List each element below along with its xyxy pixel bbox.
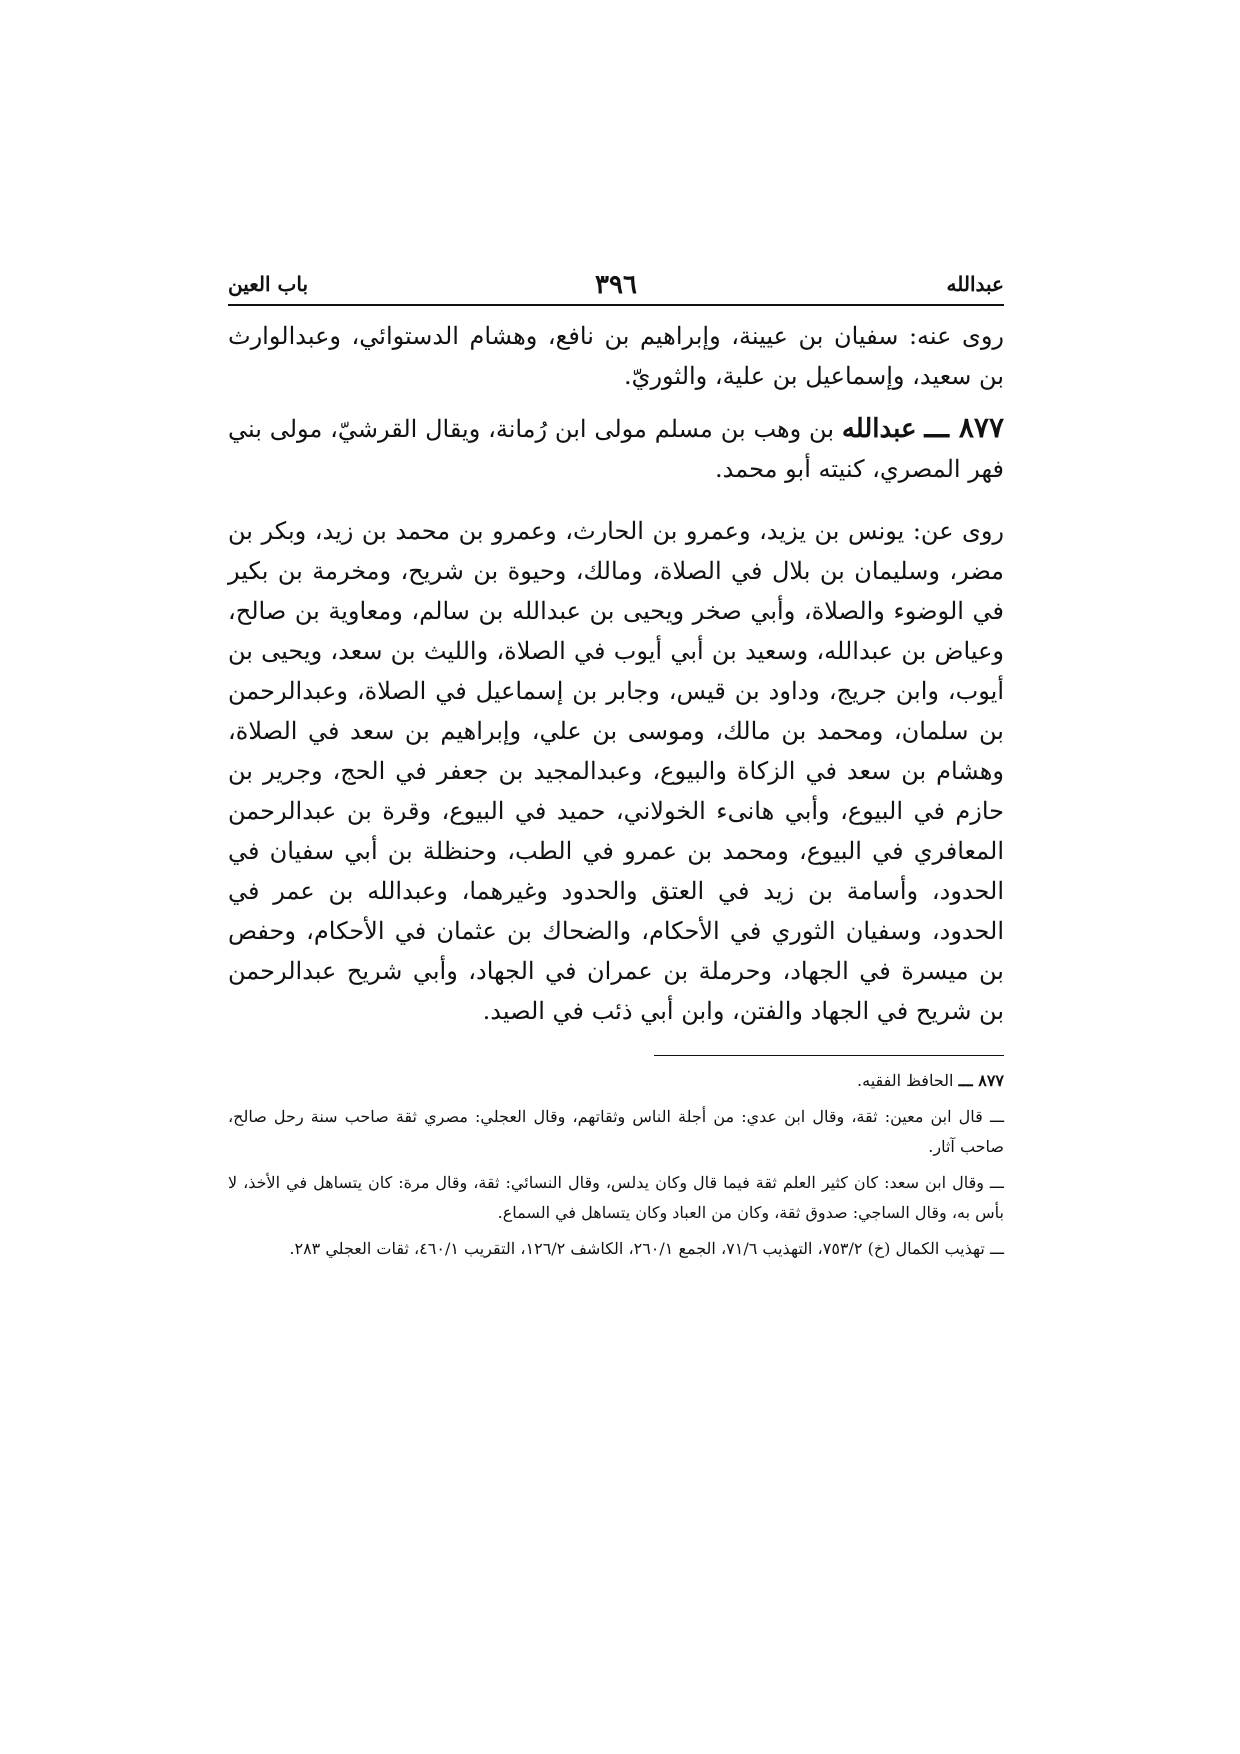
entry-number: ٨٧٧ ـــ <box>924 411 1004 444</box>
previous-entry-narrators: روى عنه: سفيان بن عيينة، وإبراهيم بن نافع، وهشام الدستوائي، وعبدالوارث بن سعيد، وإسماعيل بن علية، والثوريّ. <box>228 322 1004 390</box>
footnote-item: ـــ قال ابن معين: ثقة، وقال ابن عدي: من أجلة الناس وثقاتهم، وقال العجلي: مصري ثقة صاحب سنة رحل صالح، صاحب آثار. <box>228 1107 1005 1156</box>
entry-text: بن وهب بن مسلم مولى ابن رُمانة، ويقال القرشيّ، مولى بني فهر المصري، كنيته أبو محمد. <box>228 415 1004 483</box>
footnote-item: ـــ وقال ابن سعد: كان كثير العلم ثقة فيما قال وكان يدلس، وقال النسائي: ثقة، وقال مرة: كان يتساهل في الأخذ، لا بأس به، وقال الساجي: صدوق ثقة، وكان من العباد وكان يتساهل في السماع. <box>228 1173 1004 1222</box>
header-chapter: باب العين <box>228 272 309 296</box>
page-number: ٣٩٦ <box>595 270 637 300</box>
footnote-ref: ٨٧٧ ـــ <box>958 1071 1004 1090</box>
entry-heading <box>228 408 1004 489</box>
running-header <box>228 270 1004 304</box>
book-page <box>228 270 1004 1270</box>
footnote-divider <box>654 1055 1004 1056</box>
footnotes <box>228 1066 1004 1264</box>
footnote-title: الحافظ الفقيه. <box>857 1071 954 1090</box>
header-name: عبدالله <box>946 272 1004 296</box>
entry-narrated-from: روى عن: يونس بن يزيد، وعمرو بن الحارث، وعمرو بن محمد بن زيد، وبكر بن مضر، وسليمان بن بلال في الصلاة، ومالك، وحيوة بن شريح، ومخرمة بن بكير في الوضوء والصلاة، وأبي صخر ويحيى بن عبدالله بن سالم، ومعاوية بن صالح، وعياض بن عبدالله، وسعيد بن أبي أيوب في الصلاة، والليث بن سعد، ويحيى بن أيوب، وابن جريج، وداود بن قيس، وجابر بن إسماعيل في الصلاة، وعبدالرحمن بن سلمان، ومحمد بن مالك، وموسى بن علي، وإبراهيم بن سعد في الصلاة، وهشام بن سعد في الزكاة والبيوع، وعبدالمجيد بن جعفر في الحج، وجرير بن حازم في البيوع، وأبي هانىء الخولاني، حميد في البيوع، وقرة بن عبدالرحمن المعافري في البيوع، ومحمد بن عمرو في الطب، وحنظلة بن أبي سفيان في الحدود، وأسامة بن زيد في العتق والحدود وغيرهما، وعبدالله بن عمر في الحدود، وسفيان الثوري في الأحكام، والضحاك بن عثمان في الأحكام، وحفص بن ميسرة في الجهاد، وحرملة بن عمران في الجهاد، وأبي شريح عبدالرحمن بن شريح في الجهاد والفتن، وابن أبي ذئب في الصيد. <box>228 517 1004 1025</box>
footnote-item: ـــ تهذيب الكمال (خ) ٧٥٣/٢، التهذيب ٧١/٦، الجمع ٢٦٠/١، الكاشف ١٢٦/٢، التقريب ٤٦٠/١، ثقات العجلي ٢٨٣. <box>289 1239 1004 1258</box>
entry-name: عبدالله <box>841 414 917 444</box>
footnote-heading <box>228 1066 1004 1096</box>
header-divider <box>228 304 1004 306</box>
